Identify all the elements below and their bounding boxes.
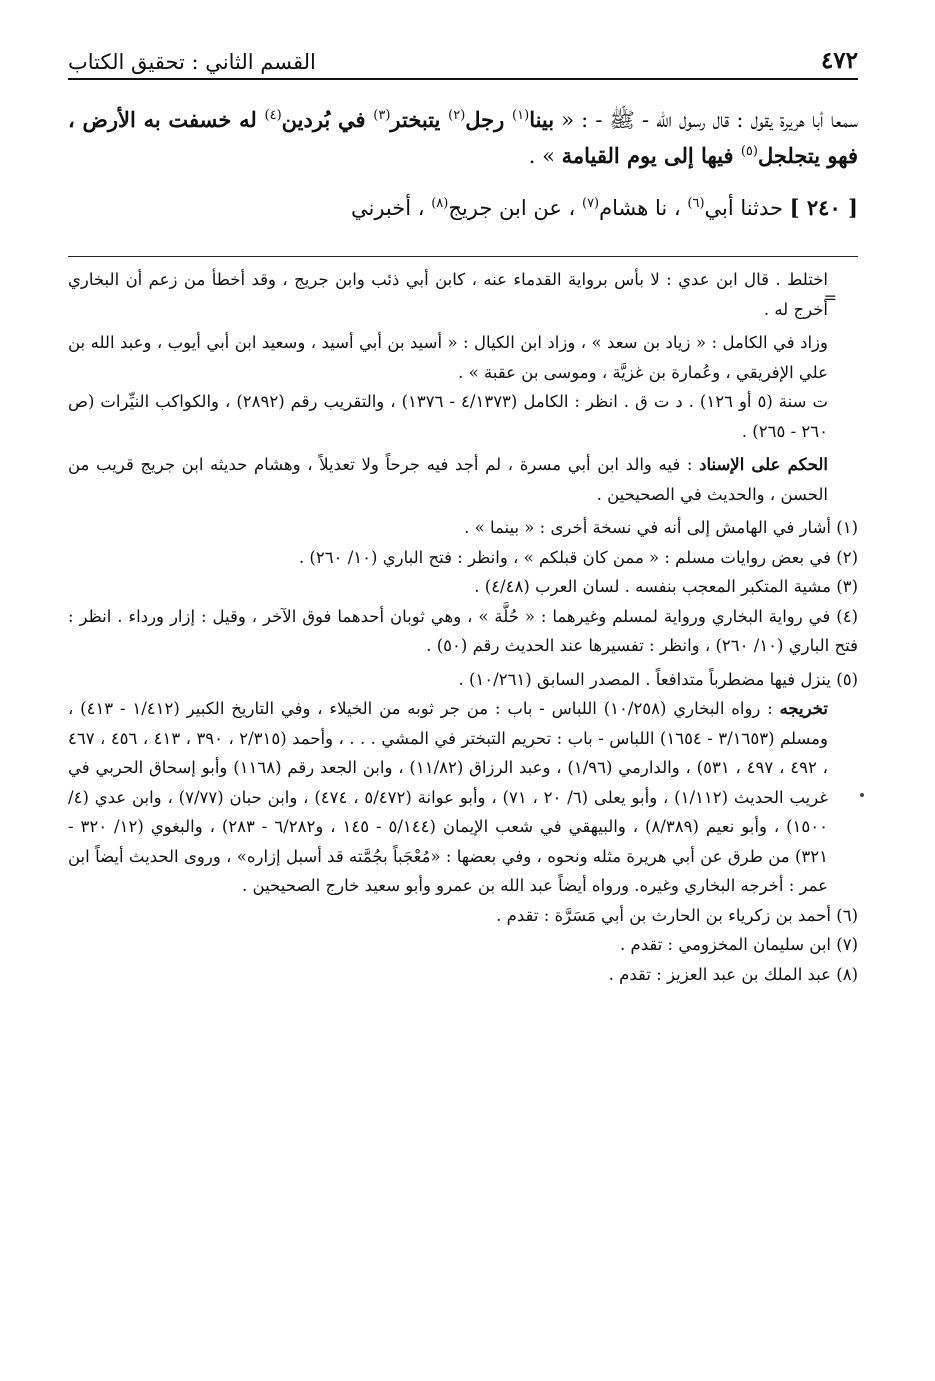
section-title: القسم الثاني : تحقيق الكتاب [68,50,316,74]
hadith-word-5: له خسفت به الأرض ، فهو يتجلجل [68,107,858,168]
hadith-number: [ ٢٤٠ ] [789,195,858,220]
footnote-3: (٣) مشية المتكبر المعجب بنفسه . لسان العرب (٤/٤٨) . [474,577,858,596]
footnote-ref-6: (٦) [687,196,705,211]
takhrij-paragraph [68,694,858,901]
footnote-1: (١) أشار في الهامش إلى أنه في نسخة أخرى : « بينما » . [464,518,858,537]
hadith-word-6: فيها إلى يوم القيامة [561,143,741,168]
footnote-ref-7: (٧) [581,196,600,211]
margin-dot [860,793,864,797]
hadith-intro: سمعا أبا هريرة يقول : قال رسول الله - ﷺ - : « [554,108,858,132]
footnote-ref-1: (١) [512,108,530,123]
footnote-4: (٤) في رواية البخاري ورواية لمسلم وغيرهما : « حُلَّة » ، وهي ثوبان أحدهما فوق الآخر ، وقيل : إزار ورداء . انظر : فتح الباري (١٠/ ٢٦٠) ، وانظر : تفسيرها عند الحديث رقم (٥٠) . [68,606,858,655]
footnote-ref-5: (٥) [740,144,758,159]
hadith-paragraph [68,102,858,174]
takhrij-label: تخريجه [779,699,828,718]
isnad-part-4: ، أخبرني [350,196,432,220]
footnote-ref-4: (٤) [264,108,282,123]
footnote-7: (٧) ابن سليمان المخزومي : تقدم . [620,935,858,954]
footnote-continuation-2: وزاد في الكامل : « زياد بن سعد » ، وزاد ابن الكيال : « أسيد بن أبي أسيد ، وسعيد ابن أبي أيوب ، وعبد الله بن علي الإفريقي ، وعُمارة بن غزيَّة ، وموسى بن عقبة » . [68,333,828,382]
footnote-8: (٨) عبد الملك بن عبد العزيز : تقدم . [608,964,858,984]
hukm-text: : فيه والد ابن أبي مسرة ، لم أجد فيه جرحاً ولا تعديلاً ، وهشام حديثه ابن جريج قريب من الحسن ، والحديث في الصحيحين . [68,455,828,504]
page-number: ٤٧٢ [820,47,858,74]
isnad-part-3: ، عن ابن جريج [448,196,582,220]
continuation-mark: = [823,288,837,307]
hukm-label: الحكم على الإسناد [699,455,828,474]
hadith-word-2: رجل [465,107,513,132]
footnotes [68,265,858,989]
isnad-part-2: ، نا هشام [599,196,688,220]
takhrij-text: : رواه البخاري (١٠/٢٥٨) اللباس - باب : من جر ثوبه من الخيلاء ، وفي التاريخ الكبير (١/٤١٢ - ٤١٣) ، ومسلم (٣/١٦٥٣ - ١٦٥٤) اللباس - باب : تحريم التبختر في المشي . . . ، وأحمد (٢/٣١٥ ، ٣٩٠ ، ٤١٣ ، ٤٥٦ ، ٤٦٧ ، ٤٩٢ ، ٤٩٧ ، ٥٣١) ، والدارمي (١/٩٦) ، وعبد الرزاق (١١/٨٢) ، وابن الجعد رقم (١١٦٨) وأبو إسحاق الحربي في غريب الحديث (١/١١٢) ، وأبو يعلى (٦/ ٢٠ ، ٧١) ، وأبو عوانة (٥/٤٧٢ ، ٤٧٤) ، وابن حبان (٧/٧٧) ، وابن عدي (٤/ ١٥٠٠) ، وأبو نعيم (٨/٣٨٩) ، والبيهقي في شعب الإيمان (٥/١٤٤ - ١٤٥ ، و٦/٢٨٢ - ٢٨٣) ، والبغوي (١٢/ ٣٢٠ - ٣٢١) من طرق عن أبي هريرة مثله ونحوه ، وفي بعضها : «مُعْجَباً بجُمَّته قد أسبل إزاره» ، وروى الحديث أيضاً ابن عمر : أخرجه البخاري وغيره. ورواه أيضاً عبد الله بن عمرو وأبو سعيد خارج الصحيحين . [68,699,828,895]
footnote-6: (٦) أحمد بن زكرياء بن الحارث بن أبي مَسَرَّة : تقدم . [496,905,858,925]
main-text [68,102,858,226]
header-rule [68,78,858,80]
running-header [68,36,858,74]
hadith-word-4: في بُردين [281,107,374,132]
isnad-paragraph [68,190,858,226]
footnote-2: (٢) في بعض روايات مسلم : « ممن كان قبلكم » ، وانظر : فتح الباري (١٠/ ٢٦٠) . [298,547,858,567]
isnad-part-1: حدثنا أبي [704,196,790,220]
hukm-paragraph [68,450,858,509]
footnote-continuation-3: ت سنة (٥ أو ١٢٦) . د ت ق . انظر : الكامل (٤/١٣٧٣ - ١٣٧٦) ، والتقريب رقم (٢٨٩٢) ، والكواكب النيِّرات (ص ٢٦٠ - ٢٦٥) . [68,392,828,441]
hadith-word-1: بينا [529,107,555,132]
footnote-ref-2: (٢) [448,108,466,123]
page [68,36,858,989]
footnote-ref-8: (٨) [431,196,449,211]
footnote-ref-3: (٣) [373,108,391,123]
footnote-separator [68,256,858,257]
hadith-end: » . [528,144,562,168]
hadith-word-3: يتبختر [390,107,449,132]
footnote-5: (٥) ينزل فيها مضطرباً متدافعاً . المصدر السابق (١٠/٢٦١) . [458,669,858,689]
footnote-continuation-1: اختلط . قال ابن عدي : لا بأس برواية القدماء عنه ، كابن أبي ذئب وابن جريج ، وقد أخطأ من زعم أن البخاري أخرج له . [68,270,828,319]
